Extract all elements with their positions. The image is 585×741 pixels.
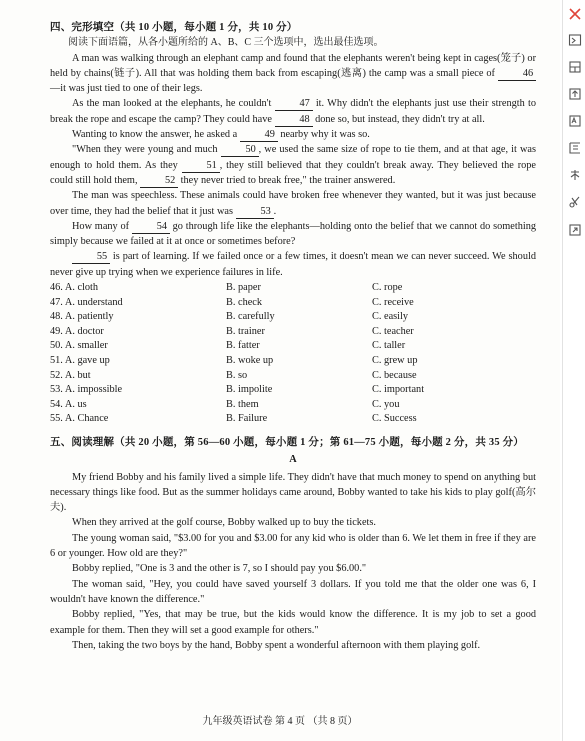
blank-47: 47 xyxy=(275,98,313,111)
option-a: 50. A. smaller xyxy=(50,340,108,352)
extract-text-icon xyxy=(568,141,582,155)
text: "When they were young and much xyxy=(72,144,221,156)
text: nearby why it was so. xyxy=(277,129,370,141)
option-c: C. grew up xyxy=(372,355,418,367)
option-c: C. because xyxy=(372,369,417,381)
reading-paragraph: Then, taking the two boys by the hand, Bobby spent a wonderful afternoon with them playing golf. xyxy=(72,639,481,651)
option-row xyxy=(50,383,536,398)
option-b: B. fatter xyxy=(226,340,260,352)
option-a: 48. A. patiently xyxy=(50,311,114,323)
translate-button[interactable] xyxy=(565,111,584,130)
split-icon xyxy=(568,60,582,74)
text: it. Why didn't the elephants just use their strength to break the rope and escape the camp? They could have xyxy=(50,98,536,125)
option-row xyxy=(50,369,536,384)
ocr-icon xyxy=(568,168,582,182)
text: The man was speechless. These animals could have broken free whenever they wanted, but it was just because over time, they had the belief that it just was xyxy=(50,190,536,217)
blank-52: 52 xyxy=(140,175,178,188)
option-c: C. teacher xyxy=(372,325,414,337)
option-a: 47. A. understand xyxy=(50,296,123,308)
pin-icon xyxy=(568,223,582,237)
text: —it was just tied to one of their legs. xyxy=(50,83,203,95)
cloze-paragraph xyxy=(50,142,536,188)
cloze-paragraph xyxy=(50,219,536,250)
text: Wanting to know the answer, he asked a xyxy=(72,129,240,141)
blank-51: 51 xyxy=(182,160,220,173)
text: , we used the same size of rope to tie them, and at that age, it was enough to hold them. As they xyxy=(50,144,536,171)
option-row xyxy=(50,412,536,427)
option-b: B. them xyxy=(226,398,259,410)
option-c: C. taller xyxy=(372,340,406,352)
option-b: B. woke up xyxy=(226,355,274,367)
scissors-icon xyxy=(568,195,582,209)
option-b: B. trainer xyxy=(226,325,265,337)
option-c: C. receive xyxy=(372,296,414,308)
blank-48: 48 xyxy=(275,114,313,127)
text: go through life like the elephants—holding onto the belief that we cannot do something simply because we failed at it at once or sometimes before? xyxy=(50,220,537,248)
reading-paragraph: My friend Bobby and his family lived a simple life. They didn't have that much money to spend on anything but necessary things like food. But as the summer holidays came around, Bobby wanted to take his kids to play golf(高尔夫). xyxy=(50,471,536,514)
scissors-button[interactable] xyxy=(565,192,584,211)
option-c: C. important xyxy=(372,384,425,396)
reading-paragraph: When they arrived at the golf course, Bobby walked up to buy the tickets. xyxy=(72,517,376,529)
option-c: C. rope xyxy=(372,282,403,294)
split-button[interactable] xyxy=(565,57,584,76)
option-a: 54. A. us xyxy=(50,398,87,410)
translate-icon xyxy=(568,114,582,128)
option-c: C. you xyxy=(372,398,400,410)
option-row xyxy=(50,325,536,340)
page-footer: 九年级英语试卷 第 4 页 （共 8 页） xyxy=(202,716,358,727)
option-row xyxy=(50,310,536,325)
option-row xyxy=(50,296,536,311)
cloze-paragraph xyxy=(50,188,536,219)
cloze-paragraph xyxy=(50,249,536,280)
close-icon xyxy=(568,7,582,21)
section5-title: 五、阅读理解（共 20 小题，第 56—60 小题，每小题 1 分；第 61—75 小题，每小题 2 分，共 35 分） xyxy=(50,436,524,448)
option-c: C. Success xyxy=(372,413,417,425)
text: . xyxy=(273,205,277,217)
extract-text-button[interactable] xyxy=(565,138,584,157)
blank-54: 54 xyxy=(132,221,170,234)
screenshot-icon xyxy=(568,33,582,47)
cloze-paragraph xyxy=(50,96,536,127)
option-row xyxy=(50,281,536,296)
option-row xyxy=(50,398,536,413)
option-a: 46. A. cloth xyxy=(50,282,99,294)
option-b: B. Failure xyxy=(226,413,268,425)
text: done so, but instead, they didn't try at all. xyxy=(312,113,485,125)
passage-label: A xyxy=(289,454,297,466)
upload-button[interactable] xyxy=(565,84,584,103)
ocr-button[interactable] xyxy=(565,165,584,184)
text: is part of learning. If we failed once or a few times, it doesn't mean we can never succeed. We should never give up trying when we experience failures in life. xyxy=(50,251,536,278)
section4-instruction: 阅读下面语篇，从各小题所给的 A、B、C 三个选项中，选出最佳选项。 xyxy=(68,37,384,49)
blank-46: 46 xyxy=(498,68,536,81)
blank-49: 49 xyxy=(240,129,278,142)
reading-paragraph: The young woman said, "$3.00 for you and $3.00 for any kid who is older than 6. We let them in free if they are 6 or younger. How old are they?" xyxy=(50,532,536,560)
text: How many of xyxy=(72,220,132,232)
reading-paragraph: Bobby replied, "Yes, that may be true, but the kids would know the difference. It is my job to set a good example for them. Then they will set a good example for others." xyxy=(50,609,536,636)
option-b: B. impolite xyxy=(226,384,273,396)
text: , they still believed that they couldn't break away. They believed the rope could still hold them, xyxy=(50,159,537,186)
option-b: B. so xyxy=(226,369,248,381)
close-button[interactable] xyxy=(565,4,584,23)
option-a: 55. A. Chance xyxy=(50,413,109,425)
side-toolbar xyxy=(562,0,585,741)
text: A man was walking through an elephant camp and found that the elephants weren't being kept in cages(笼子) or held by chains(链子). All that was holding them back from escaping(逃离) the camp was a small piece of xyxy=(50,52,536,79)
option-b: B. paper xyxy=(226,282,261,294)
option-a: 49. A. doctor xyxy=(50,325,104,337)
blank-55: 55 xyxy=(72,251,110,264)
exam-content xyxy=(50,20,536,653)
reading-paragraph: The woman said, "Hey, you could have saved yourself 3 dollars. If you told me that the older one was 6, I wouldn't have known the difference." xyxy=(50,578,536,605)
text: As the man looked at the elephants, he couldn't xyxy=(72,98,275,110)
option-row xyxy=(50,339,536,354)
option-a: 51. A. gave up xyxy=(50,355,110,367)
option-row xyxy=(50,354,536,369)
option-b: B. check xyxy=(226,296,263,308)
option-b: B. carefully xyxy=(226,311,275,323)
option-a: 53. A. impossible xyxy=(50,384,123,396)
upload-icon xyxy=(568,87,582,101)
reading-paragraph: Bobby replied, "One is 3 and the other is 7, so I should pay you $6.00." xyxy=(72,563,367,575)
option-c: C. easily xyxy=(372,311,409,323)
blank-50: 50 xyxy=(221,144,259,157)
cloze-paragraph xyxy=(50,127,536,142)
blank-53: 53 xyxy=(236,206,274,219)
cloze-paragraph xyxy=(50,51,536,97)
option-a: 52. A. but xyxy=(50,369,91,381)
text: they never tried to break free," the trainer answered. xyxy=(178,174,396,186)
pin-button[interactable] xyxy=(565,220,584,239)
screenshot-button[interactable] xyxy=(565,30,584,49)
section4-title: 四、完形填空（共 10 小题，每小题 1 分，共 10 分） xyxy=(50,22,298,33)
options-table xyxy=(50,281,536,427)
